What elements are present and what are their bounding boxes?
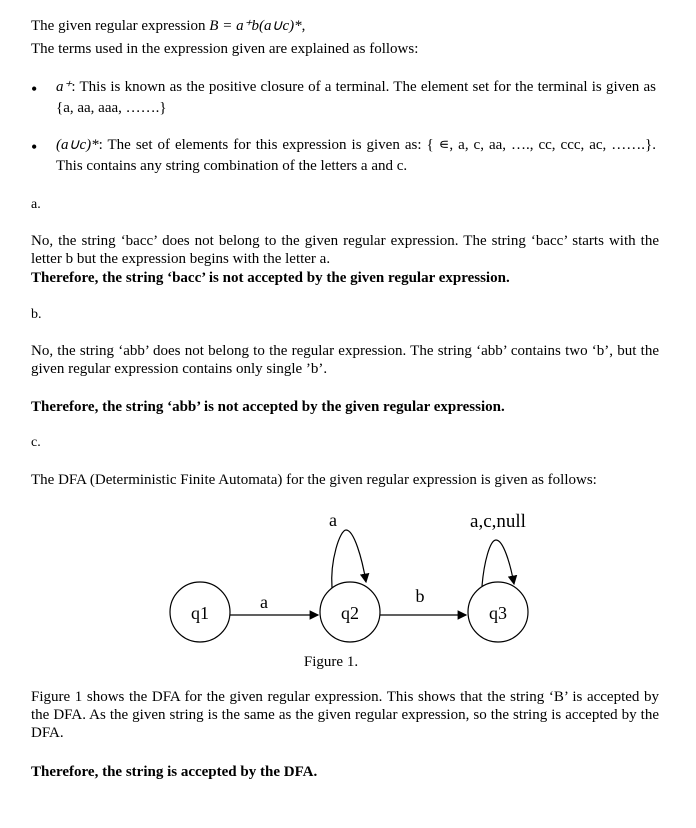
intro-prefix: The given regular expression bbox=[31, 18, 206, 34]
regular-expression: B = a⁺b(a∪c)* bbox=[209, 18, 302, 34]
part-c-conclusion: Therefore, the string is accepted by the DFA. bbox=[31, 764, 318, 780]
part-c-explanation: Figure 1 shows the DFA for the given regular expression. This shows that the string ‘B’ is accepted by the DFA. As the given string is the same as the given regular expression, so the string is accepted by the DFA. bbox=[31, 689, 659, 741]
part-c-intro: The DFA (Deterministic Finite Automata) for the given regular expression is given as follows: bbox=[31, 472, 597, 488]
edge-q1-q2-label: a bbox=[260, 592, 268, 612]
loop-q3 bbox=[482, 540, 514, 586]
part-c-label: c. bbox=[31, 435, 41, 450]
part-b-label: b. bbox=[31, 307, 42, 322]
part-b-conclusion: Therefore, the string ‘abb’ is not accepted by the given regular expression. bbox=[31, 399, 505, 415]
edge-q2-q3-label: b bbox=[415, 586, 425, 606]
bullet-2-term: (a∪c)* bbox=[56, 137, 99, 153]
bullet-1-term: a⁺ bbox=[56, 79, 72, 95]
state-q2-label: q2 bbox=[341, 603, 359, 623]
loop-q2 bbox=[332, 530, 366, 588]
part-b-body: No, the string ‘abb’ does not belong to the regular expression. The string ‘abb’ contains two ‘b’, but the given regular expression contains only single ’b’. bbox=[31, 343, 659, 377]
state-q1-label: q1 bbox=[191, 603, 209, 623]
bullet-1-text: : This is known as the positive closure of a terminal. The element set for the terminal is given as {a, aa, aaa, …….} bbox=[56, 79, 656, 116]
loop-q2-label: a bbox=[329, 510, 337, 530]
bullet-dot-2: • bbox=[31, 137, 38, 157]
loop-q3-label: a,c,null bbox=[470, 511, 526, 532]
bullet-2-text: : The set of elements for this expression is given as: { ∊, a, c, aa, …., cc, ccc, ac, …….}. This contains any string combination of the letters a and c. bbox=[56, 137, 656, 174]
state-q3-label: q3 bbox=[489, 603, 507, 623]
bullet-dot-1: • bbox=[31, 79, 38, 99]
figure-caption: Figure 1. bbox=[303, 654, 359, 670]
part-a-body: No, the string ‘bacc’ does not belong to the given regular expression. The string ‘bacc’ starts with the letter b but the expression begins with the letter a. bbox=[31, 233, 659, 267]
intro-line-2: The terms used in the expression given are explained as follows: bbox=[31, 41, 419, 57]
expression-suffix: , bbox=[301, 18, 306, 34]
part-a-conclusion: Therefore, the string ‘bacc’ is not accepted by the given regular expression. bbox=[31, 270, 510, 286]
part-a-label: a. bbox=[31, 197, 41, 212]
